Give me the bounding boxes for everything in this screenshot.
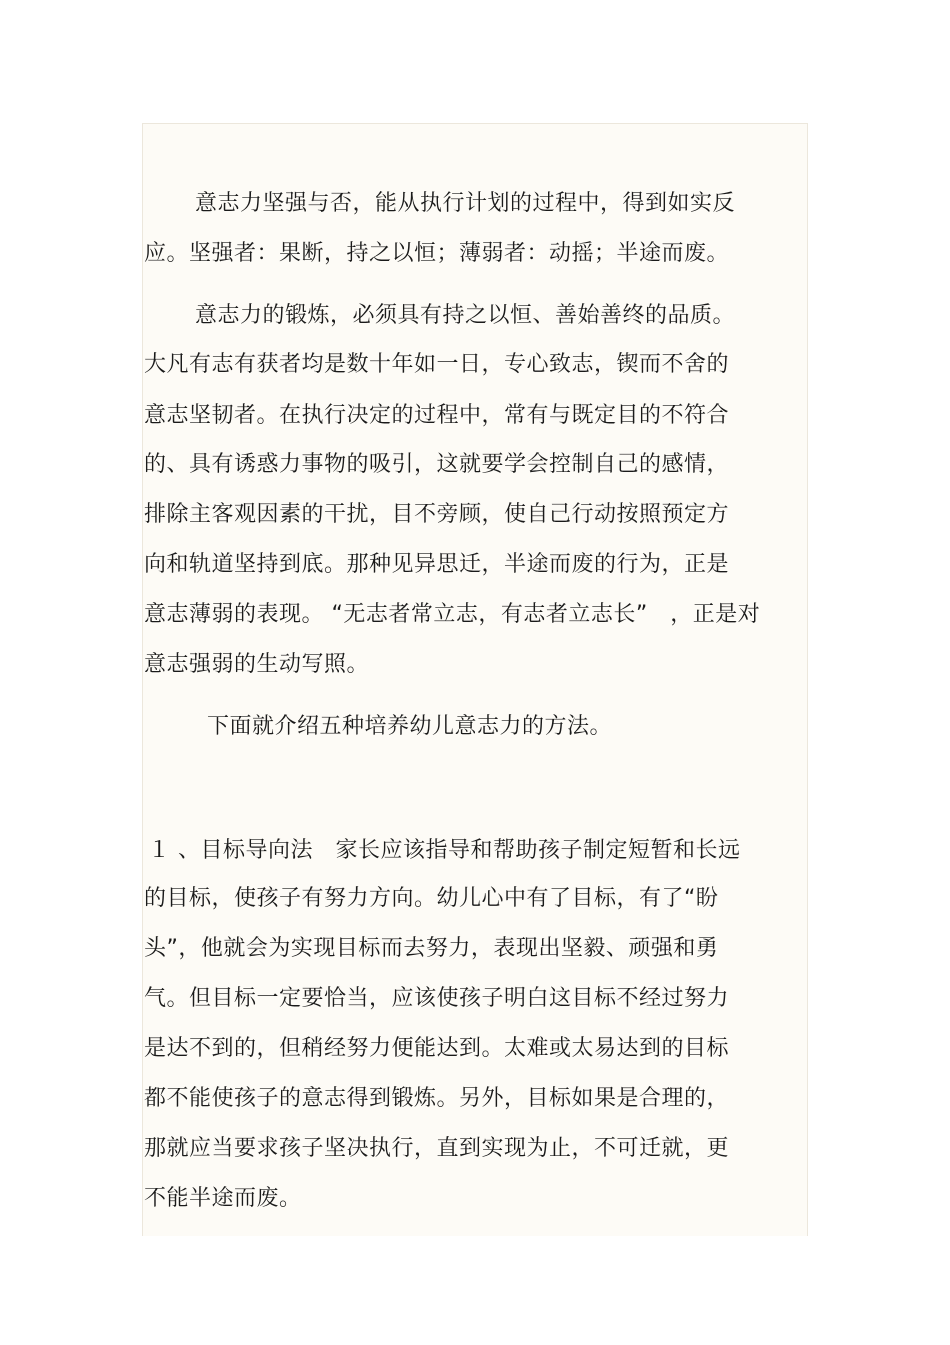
paragraph-line: 的、具有诱惑力事物的吸引，这就要学会控制自己的感情， <box>144 452 730 477</box>
section-heading-line: １ 、目标导向法 家长应该指导和帮助孩子制定短暂和长远 <box>148 838 741 863</box>
paragraph-line: 意志薄弱的表现。 “无志者常立志，有志者立志长” ，正是对 <box>144 602 761 627</box>
paragraph-line: 意志强弱的生动写照。 <box>144 652 370 677</box>
paragraph-line: 意志力坚强与否，能从执行计划的过程中，得到如实反 <box>195 191 736 216</box>
paragraph-line: 下面就介绍五种培养幼儿意志力的方法。 <box>207 714 613 739</box>
paragraph-line: 都不能使孩子的意志得到锻炼。另外，目标如果是合理的， <box>144 1086 730 1111</box>
paragraph-line: 向和轨道坚持到底。那种见异思迁，半途而废的行为，正是 <box>144 552 730 577</box>
paragraph-line: 不能半途而废。 <box>144 1186 302 1211</box>
paragraph-line: 排除主客观因素的干扰，目不旁顾，使自己行动按照预定方 <box>144 502 730 527</box>
paragraph-line: 气。但目标一定要恰当，应该使孩子明白这目标不经过努力 <box>144 986 730 1011</box>
paragraph-line: 头”，他就会为实现目标而去努力，表现出坚毅、顽强和勇 <box>144 936 719 961</box>
paragraph-line: 意志力的锻炼，必须具有持之以恒、善始善终的品质。 <box>195 303 736 328</box>
paragraph-line: 那就应当要求孩子坚决执行，直到实现为止，不可迁就，更 <box>144 1136 730 1161</box>
paragraph-line: 大凡有志有获者均是数十年如一日，专心致志，锲而不舍的 <box>144 352 730 377</box>
paragraph-line: 意志坚韧者。在执行决定的过程中，常有与既定目的不符合 <box>144 403 730 428</box>
paragraph-line: 的目标，使孩子有努力方向。幼儿心中有了目标，有了“盼 <box>144 886 719 911</box>
paragraph-line: 应。坚强者：果断，持之以恒；薄弱者：动摇；半途而废。 <box>144 241 730 266</box>
document-page <box>142 123 808 1236</box>
paragraph-line: 是达不到的，但稍经努力便能达到。太难或太易达到的目标 <box>144 1036 730 1061</box>
